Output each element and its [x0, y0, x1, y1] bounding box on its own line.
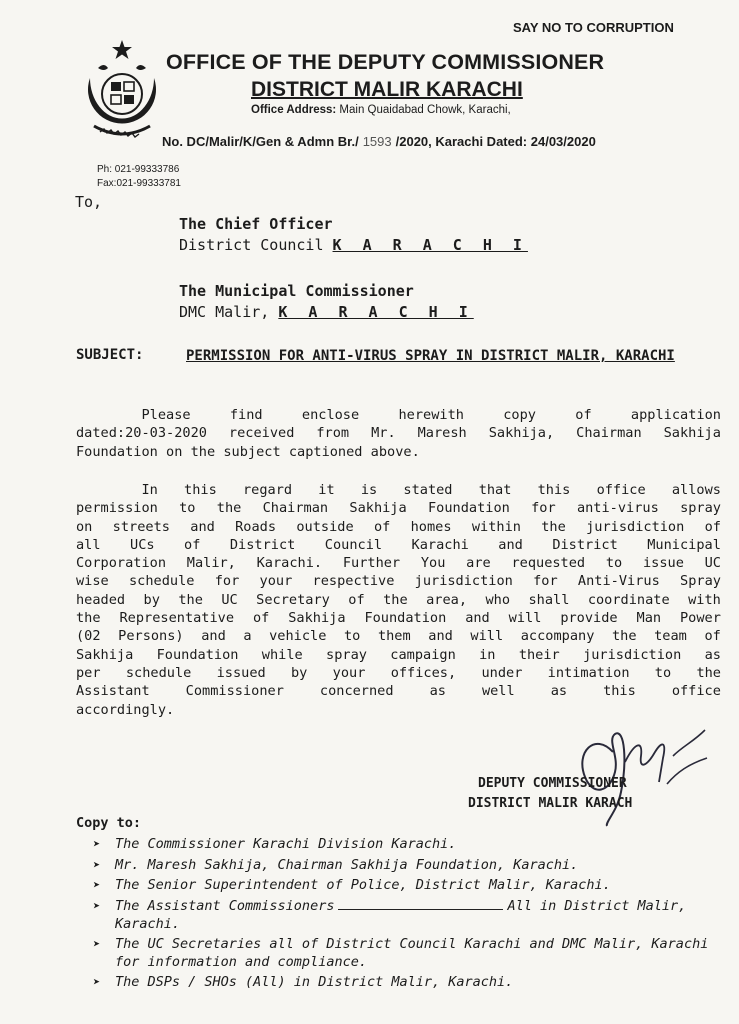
recipient-2-name: The Municipal Commissioner: [179, 282, 414, 300]
recipient-1-place: K A R A C H I: [332, 236, 528, 254]
recipient-1-prefix: District Council: [179, 236, 324, 254]
paragraph-line: headed by the UC Secretary of the area, who shall coordinate with: [76, 591, 721, 608]
recipient-1-name: The Chief Officer: [179, 215, 333, 233]
arrow-bullet-icon: ➤: [93, 975, 101, 990]
address-value: Main Quaidabad Chowk, Karachi,: [339, 104, 511, 116]
list-item: ➤ The UC Secretaries all of District Council Karachi and DMC Malir, Karachi for information and compliance.: [93, 936, 709, 970]
ac-item-suffix: All in District Malir, Karachi.: [115, 898, 687, 932]
fax-number: Fax:021-99333781: [97, 178, 181, 189]
paragraph-line: Assistant Commissioner concerned as well as this office: [76, 683, 721, 700]
subject-label: SUBJECT:: [76, 347, 144, 363]
list-item: ➤ The DSPs / SHOs (All) in District Malir, Karachi.: [93, 974, 514, 991]
arrow-bullet-icon: ➤: [93, 899, 101, 914]
copy-to-label: Copy to:: [76, 815, 142, 831]
paragraph-1: [76, 406, 721, 461]
paragraph-2: [76, 481, 721, 719]
list-item: ➤ Mr. Maresh Sakhija, Chairman Sakhija Foundation, Karachi.: [93, 856, 579, 873]
recipient-1-address: [179, 236, 528, 254]
arrow-bullet-icon: ➤: [93, 937, 101, 952]
list-item: ➤ The Senior Superintendent of Police, District Malir, Karachi.: [93, 877, 611, 894]
reference-line: [162, 134, 596, 149]
paragraph-line: accordingly.: [76, 701, 175, 718]
district-emblem-logo: [78, 38, 166, 143]
arrow-bullet-icon: ➤: [93, 857, 101, 872]
paragraph-line: (02 Persons) and a vehicle to them and will accompany the team of: [76, 628, 721, 645]
list-item: [93, 898, 721, 933]
address-label: Office Address:: [251, 104, 337, 116]
arrow-bullet-icon: ➤: [93, 878, 101, 893]
district-title: DISTRICT MALIR KARACHI: [251, 78, 523, 101]
paragraph-line: In this regard it is stated that this office allows: [76, 482, 721, 498]
paragraph-line: on streets and Roads outside of homes within the jurisdiction of: [76, 518, 721, 535]
paragraph-line: the Representative of Sakhija Foundation and will provide Man Power: [76, 610, 721, 627]
ref-suffix: /2020, Karachi Dated: 24/03/2020: [395, 134, 596, 149]
office-title: OFFICE OF THE DEPUTY COMMISSIONER: [166, 50, 605, 74]
blank-line: [338, 909, 503, 910]
paragraph-line: permission to the Chairman Sakhija Foundation for anti-virus spray: [76, 500, 721, 517]
subject-text: PERMISSION FOR ANTI-VIRUS SPRAY IN DISTRICT MALIR, KARACHI: [186, 348, 675, 364]
paragraph-line: all UCs of District Council Karachi and District Municipal: [76, 536, 721, 553]
office-address: [251, 104, 511, 116]
recipient-2-prefix: DMC Malir,: [179, 303, 270, 321]
paragraph-line: Foundation on the subject captioned above.: [76, 443, 420, 460]
ref-prefix: No. DC/Malir/K/Gen & Admn Br./: [162, 134, 359, 149]
paragraph-line: Corporation Malir, Karachi. Further You are requested to issue UC: [76, 555, 721, 572]
paragraph-line: wise schedule for your respective jurisdiction for Anti-Virus Spray: [76, 573, 721, 590]
list-item: ➤ The Commissioner Karachi Division Karachi.: [93, 836, 457, 852]
phone-number: Ph: 021-99333786: [97, 164, 180, 175]
arrow-bullet-icon: ➤: [93, 837, 101, 851]
tagline: SAY NO TO CORRUPTION: [513, 20, 674, 35]
signatory-title: DEPUTY COMMISSIONER: [478, 776, 627, 791]
paragraph-line: Please find enclose herewith copy of application: [76, 407, 721, 423]
signatory-district: DISTRICT MALIR KARACH: [468, 796, 633, 811]
paragraph-line: dated:20-03-2020 received from Mr. Maresh Sakhija, Chairman Sakhija: [76, 425, 721, 442]
copy-to-list: [93, 836, 721, 995]
recipient-2-address: [179, 303, 474, 321]
ref-number: 1593: [362, 134, 392, 149]
ac-item-prefix: The Assistant Commissioners: [115, 898, 335, 915]
to-label: To,: [75, 193, 103, 211]
paragraph-line: Sakhija Foundation while spray campaign in their jurisdiction as: [76, 646, 721, 663]
paragraph-line: per schedule issued by your offices, under intimation to the: [76, 664, 721, 681]
recipient-2-place: K A R A C H I: [278, 303, 474, 321]
